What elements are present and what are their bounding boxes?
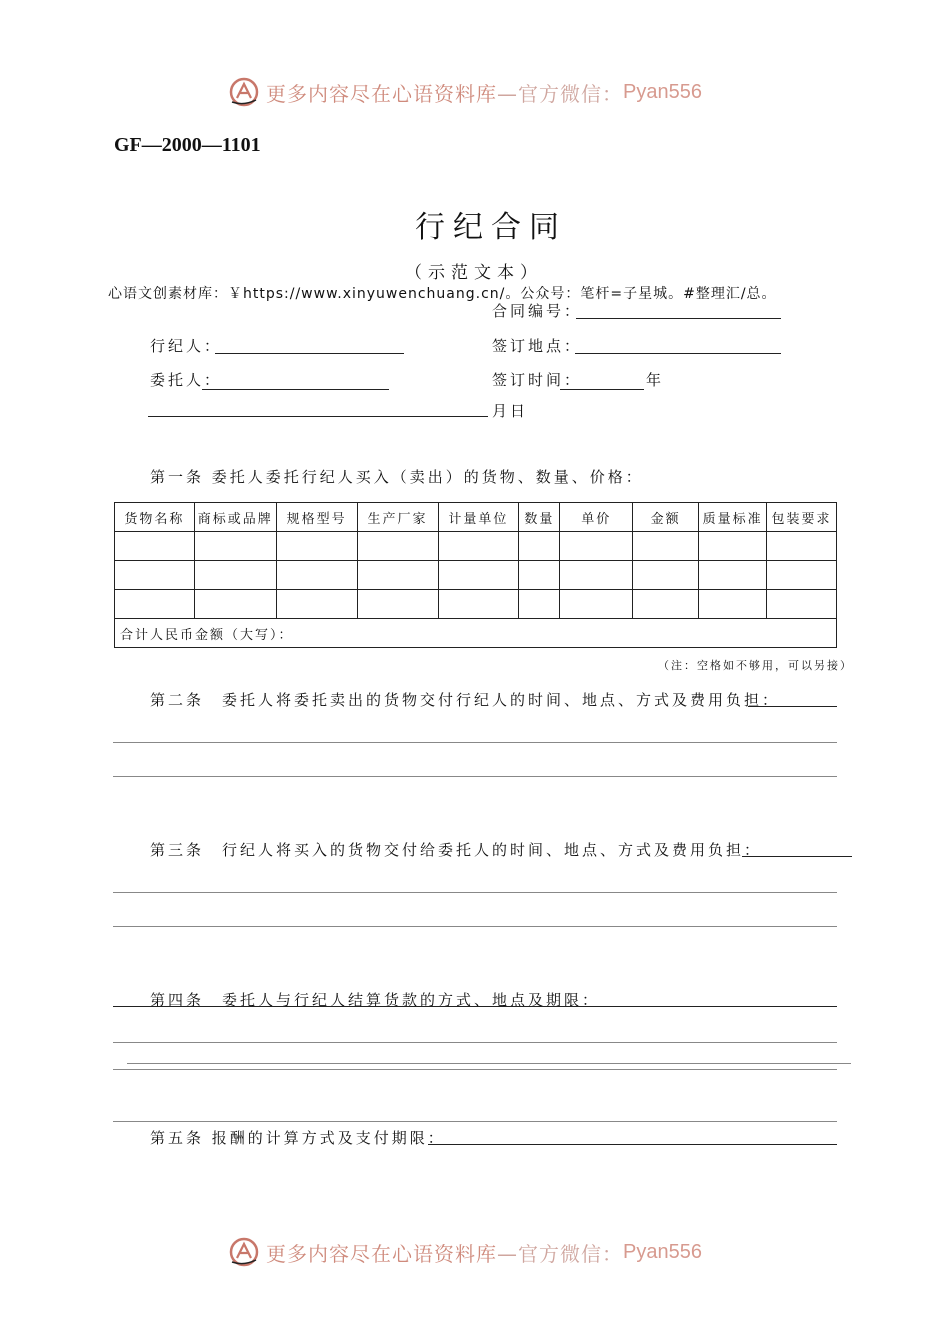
article-4-answer-line[interactable] [113,1069,837,1070]
table-row [115,561,837,590]
col-header-packaging: 包装要求 [767,503,837,532]
col-header-goods-name: 货物名称 [115,503,195,532]
col-header-unit: 计量单位 [438,503,519,532]
table-cell[interactable] [519,590,560,619]
table-cell[interactable] [115,561,195,590]
table-cell[interactable] [276,590,357,619]
table-total-row [115,619,837,648]
table-cell[interactable] [699,590,767,619]
watermark-wechat-id: Pyan556 [623,1240,702,1263]
table-cell[interactable] [276,561,357,590]
col-header-amount: 金额 [633,503,699,532]
broker-field[interactable] [215,353,404,354]
col-header-spec: 规格型号 [276,503,357,532]
table-cell[interactable] [115,590,195,619]
table-cell[interactable] [767,561,837,590]
table-cell[interactable] [438,561,519,590]
sign-time-label: 签订时间： [492,371,583,389]
sign-place-field[interactable] [575,353,781,354]
watermark-bottom [228,1236,702,1268]
contract-no-field[interactable] [576,318,781,319]
library-line: 心语文创素材库：￥https://www.xinyuwenchuang.cn/。公众号：笔杆=子星城。#整理汇/总。 [108,286,777,302]
table-cell[interactable] [194,590,276,619]
table-cell[interactable] [519,532,560,561]
total-amount-cell[interactable]: 合计人民币金额（大写）： [115,619,837,648]
col-header-brand: 商标或品牌 [194,503,276,532]
broker-label: 行纪人： [150,337,223,355]
table-cell[interactable] [633,532,699,561]
col-header-quality: 质量标准 [699,503,767,532]
watermark-title: 更多内容尽在心语资料库 [266,1241,497,1266]
article-4-answer-line[interactable] [127,1063,851,1064]
article-3-answer-line[interactable] [113,892,837,893]
article-4-answer-line[interactable] [113,1121,837,1122]
sign-place-label: 签订地点： [492,337,583,355]
doc-code: GF—2000—1101 [114,134,261,156]
article-2-field[interactable] [748,706,837,707]
table-cell[interactable] [194,561,276,590]
article-3-field[interactable] [742,856,852,857]
article-3-answer-line[interactable] [113,926,837,927]
article-1: 第一条 委托人委托行纪人买入（卖出）的货物、数量、价格： [150,468,644,486]
table-row [115,590,837,619]
article-2-answer-line[interactable] [113,776,837,777]
table-cell[interactable] [438,532,519,561]
table-cell[interactable] [357,590,438,619]
watermark-wechat-id: Pyan556 [623,80,702,103]
table-cell[interactable] [276,532,357,561]
table-cell[interactable] [194,532,276,561]
year-label: 年 [646,371,665,389]
sign-year-field[interactable] [560,389,644,390]
table-cell[interactable] [699,532,767,561]
page-title: 行纪合同 [415,210,567,245]
table-cell[interactable] [767,590,837,619]
article-4: 第四条 委托人与行纪人结算货款的方式、地点及期限： [150,991,601,1009]
table-header-row [115,503,837,532]
watermark-top [228,76,702,108]
watermark-official: —官方微信： [497,1241,623,1266]
month-day-label: 月日 [492,402,529,420]
table-note: （注：空格如不够用，可以另接） [658,659,853,672]
table-cell[interactable] [560,532,633,561]
table-cell[interactable] [519,561,560,590]
article-3: 第三条 行纪人将买入的货物交付给委托人的时间、地点、方式及费用负担： [150,841,763,859]
table-cell[interactable] [633,590,699,619]
table-cell[interactable] [560,590,633,619]
table-cell[interactable] [699,561,767,590]
watermark-title: 更多内容尽在心语资料库 [266,81,497,106]
article-2-answer-line[interactable] [113,742,837,743]
principal-field[interactable] [202,389,389,390]
table-cell[interactable] [560,561,633,590]
table-row [115,532,837,561]
table-cell[interactable] [767,532,837,561]
contract-no-label: 合同编号： [492,302,583,320]
article-4-field[interactable] [113,1006,837,1007]
sign-date-field[interactable] [148,416,488,417]
col-header-unit-price: 单价 [560,503,633,532]
article-2: 第二条 委托人将委托卖出的货物交付行纪人的时间、地点、方式及费用负担： [150,691,781,709]
table-cell[interactable] [115,532,195,561]
library-logo-icon [228,76,260,108]
table-cell[interactable] [357,561,438,590]
article-4-answer-line[interactable] [113,1042,837,1043]
page-subtitle: （示范文本） [405,263,543,283]
table-cell[interactable] [357,532,438,561]
table-cell[interactable] [438,590,519,619]
library-logo-icon [228,1236,260,1268]
article-5-field[interactable] [428,1144,837,1145]
principal-label: 委托人： [150,371,223,389]
goods-table [114,502,837,648]
table-cell[interactable] [633,561,699,590]
col-header-quantity: 数量 [519,503,560,532]
col-header-manufacturer: 生产厂家 [357,503,438,532]
article-5: 第五条 报酬的计算方式及支付期限： [150,1129,446,1147]
watermark-official: —官方微信： [497,81,623,106]
